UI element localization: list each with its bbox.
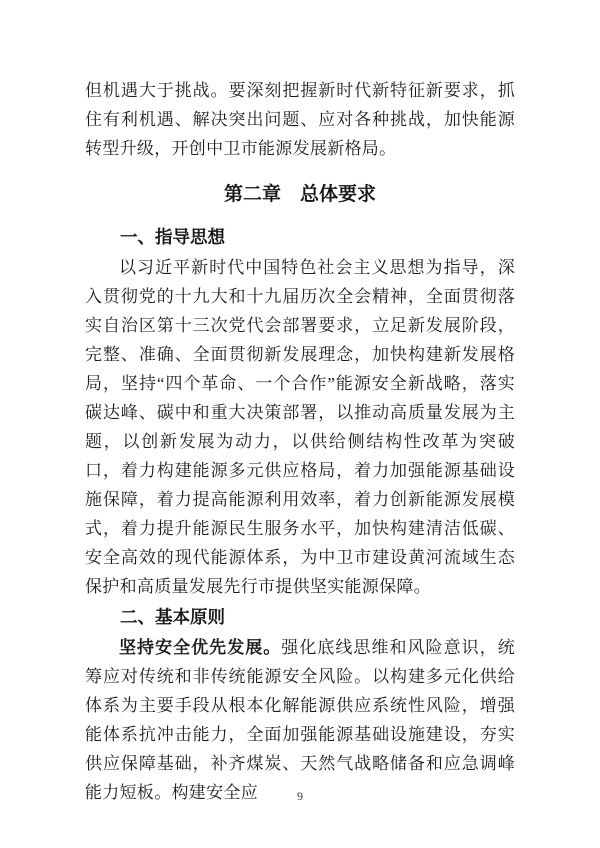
basic-principles-paragraph (85, 633, 515, 807)
principle-body-text: 强化底线思维和风险意识，统筹应对传统和非传统能源安全风险。以构建多元化供给体系为主要手段从根本化解能源供应系统性风险，增强能体系抗冲击能力，全面加强能源基础设施建设，夯实供应保障基础，补齐煤炭、天然气战略储备和应急调峰能力短板。构建安全应 (85, 638, 515, 802)
page-number: 9 (297, 789, 303, 803)
intro-paragraph: 但机遇大于挑战。要深刻把握新时代新特征新要求，抓住有利机遇、解决突出问题、应对各种挑战，加快能源转型升级，开创中卫市能源发展新格局。 (85, 81, 515, 158)
section-heading-guiding-ideology: 一、指导思想 (120, 227, 225, 247)
principle-lead-text: 坚持安全优先发展。 (119, 638, 282, 657)
section-heading-basic-principles: 二、基本原则 (120, 607, 225, 627)
guiding-ideology-paragraph: 以习近平新时代中国特色社会主义思想为指导，深入贯彻党的十九大和十九届历次全会精神，全面贯彻落实自治区第十三次党代会部署要求，立足新发展阶段，完整、准确、全面贯彻新发展理念，加快构建新发展格局，坚持“四个革命、一个合作”能源安全新战略，落实碳达峰、碳中和重大决策部署，以推动高质量发展为主题，以创新发展为动力，以供给侧结构性改革为突破口，着力构建能源多元供应格局，着力加强能源基础设施保障，着力提高能源利用效率，着力创新能源发展模式，着力提升能源民生服务水平，加快构建清洁低碳、安全高效的现代能源体系，为中卫市建设黄河流域生态保护和高质量发展先行市提供坚实能源保障。 (85, 258, 515, 596)
chapter-heading: 第二章 总体要求 (223, 184, 376, 205)
